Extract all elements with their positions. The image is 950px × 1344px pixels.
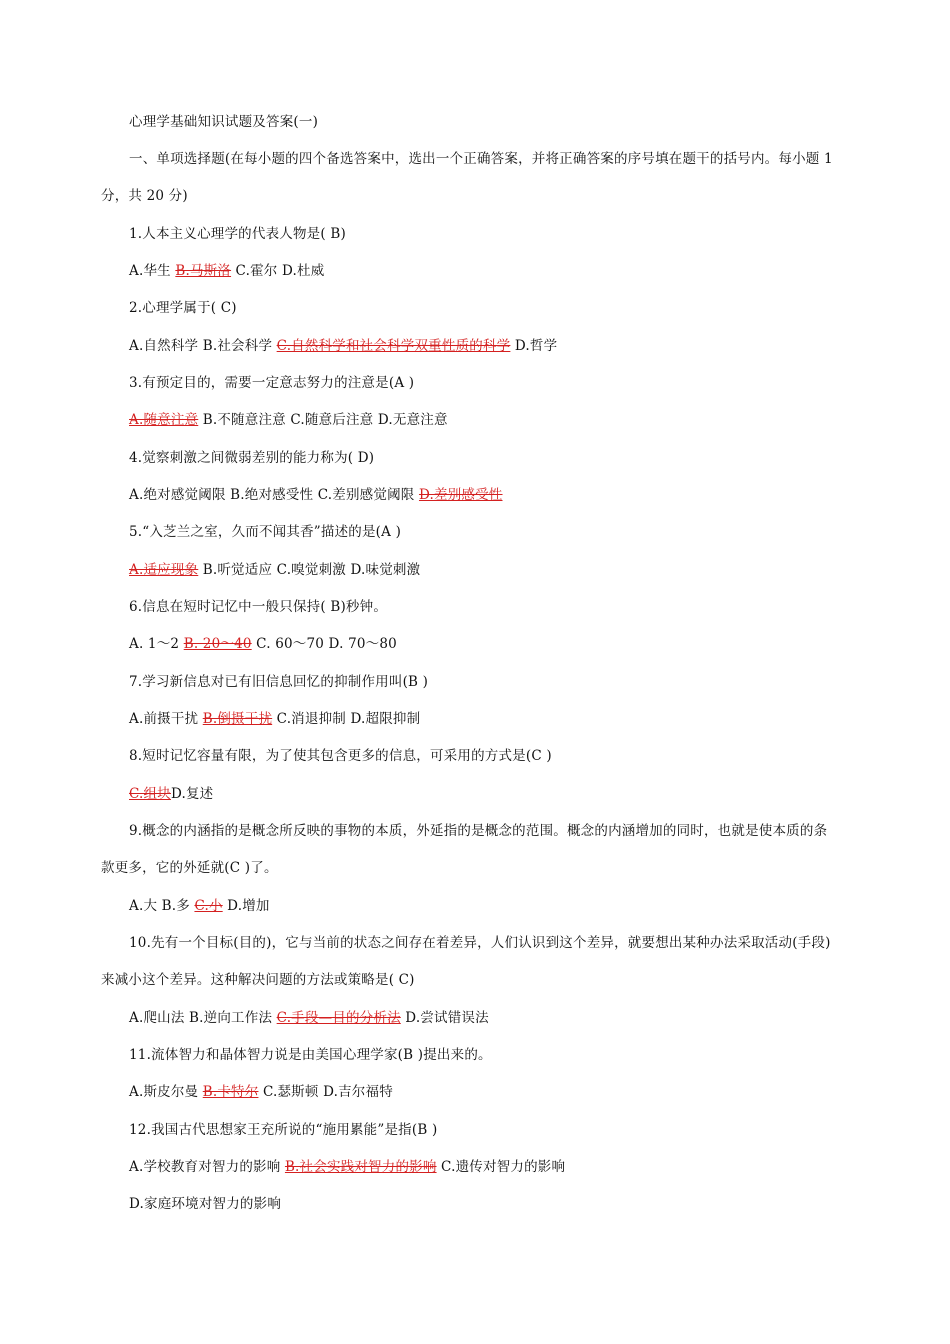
answer-mark: C.小 [194,898,223,914]
answer-mark: C.自然科学和社会科学双重性质的科学 [276,338,511,354]
question-options [129,709,420,729]
section-heading: 一、单项选择题(在每小题的四个备选答案中，选出一个正确答案，并将正确答案的序号填在题干的括号内。每小题 1 [129,151,833,167]
question-options [129,784,213,804]
option-text: A.绝对感觉阈限 B.绝对感受性 C.差别感觉阈限 [129,487,419,503]
question-options [129,336,557,356]
option-text: B.听觉适应 C.嗅觉刺激 D.味觉刺激 [198,562,421,578]
option-text: A.学校教育对智力的影响 [129,1159,285,1175]
answer-mark: C.手段—目的分析法 [276,1010,401,1026]
answer-mark: A.随意注意 [129,412,199,428]
answer-mark: A.适应现象 [129,562,199,578]
question-stem: 1.人本主义心理学的代表人物是( B) [129,226,346,242]
answer-mark: B.倒摄干扰 [202,711,273,727]
question-stem-continued: 来减小这个差异。这种解决问题的方法或策略是( C) [101,972,415,988]
option-text: D.复述 [170,786,214,802]
question-stem: 2.心理学属于( C) [129,300,237,316]
section-heading-continued: 分，共 20 分) [101,188,188,204]
option-text: C. 60～70 D. 70～80 [251,636,397,652]
question-options [129,634,397,654]
question-stem: 9.概念的内涵指的是概念所反映的事物的本质，外延指的是概念的范围。概念的内涵增加的同时，也就是使本质的条 [129,823,828,839]
question-stem: 10.先有一个目标(目的)，它与当前的状态之间存在着差异，人们认识到这个差异，就要想出某种办法采取活动(手段) [129,935,831,951]
option-text: A.自然科学 B.社会科学 [129,338,277,354]
option-text: A.爬山法 B.逆向工作法 [129,1010,277,1026]
option-text: A. 1～2 [129,636,184,652]
option-text: B.不随意注意 C.随意后注意 D.无意注意 [198,412,448,428]
question-options [129,560,420,580]
question-options-continued: D.家庭环境对智力的影响 [129,1196,282,1212]
option-text: D.哲学 [510,338,558,354]
question-stem: 11.流体智力和晶体智力说是由美国心理学家(B )提出来的。 [129,1047,492,1063]
question-stem: 8.短时记忆容量有限，为了使其包含更多的信息，可采用的方式是(C ) [129,748,552,764]
question-stem: 3.有预定目的，需要一定意志努力的注意是(A ) [129,375,415,391]
answer-mark: B.卡特尔 [202,1084,259,1100]
option-text: C.遗传对智力的影响 [436,1159,566,1175]
question-options [129,1008,489,1028]
question-options [129,1082,393,1102]
document-title: 心理学基础知识试题及答案(一) [129,114,319,130]
option-text: A.大 B.多 [129,898,195,914]
question-stem: 7.学习新信息对已有旧信息回忆的抑制作用叫(B ) [129,674,429,690]
question-options [129,485,503,505]
answer-mark: B. 20～40 [183,636,252,652]
option-text: D.增加 [222,898,270,914]
question-stem: 12.我国古代思想家王充所说的“施用累能”是指(B ) [129,1122,438,1138]
option-text: A.斯皮尔曼 [129,1084,203,1100]
question-options [129,896,270,916]
question-options [129,1157,565,1177]
option-text: A.前摄干扰 [129,711,203,727]
answer-mark: C.组块 [129,786,171,802]
question-stem: 4.觉察刺激之间微弱差别的能力称为( D) [129,450,375,466]
answer-mark: B.马斯洛 [175,263,232,279]
question-stem: 6.信息在短时记忆中一般只保持( B)秒钟。 [129,599,388,615]
option-text: C.瑟斯顿 D.吉尔福特 [258,1084,393,1100]
question-stem: 5.“入芝兰之室，久而不闻其香”描述的是(A ) [129,524,402,540]
option-text: C.消退抑制 D.超限抑制 [272,711,421,727]
option-text: C.霍尔 D.杜威 [231,263,325,279]
question-options [129,261,324,281]
question-stem-continued: 款更多，它的外延就(C )了。 [101,860,278,876]
question-options [129,410,448,430]
option-text: A.华生 [129,263,176,279]
answer-mark: D.差别感受性 [418,487,503,503]
answer-mark: B.社会实践对智力的影响 [284,1159,437,1175]
option-text: D.尝试错误法 [400,1010,489,1026]
